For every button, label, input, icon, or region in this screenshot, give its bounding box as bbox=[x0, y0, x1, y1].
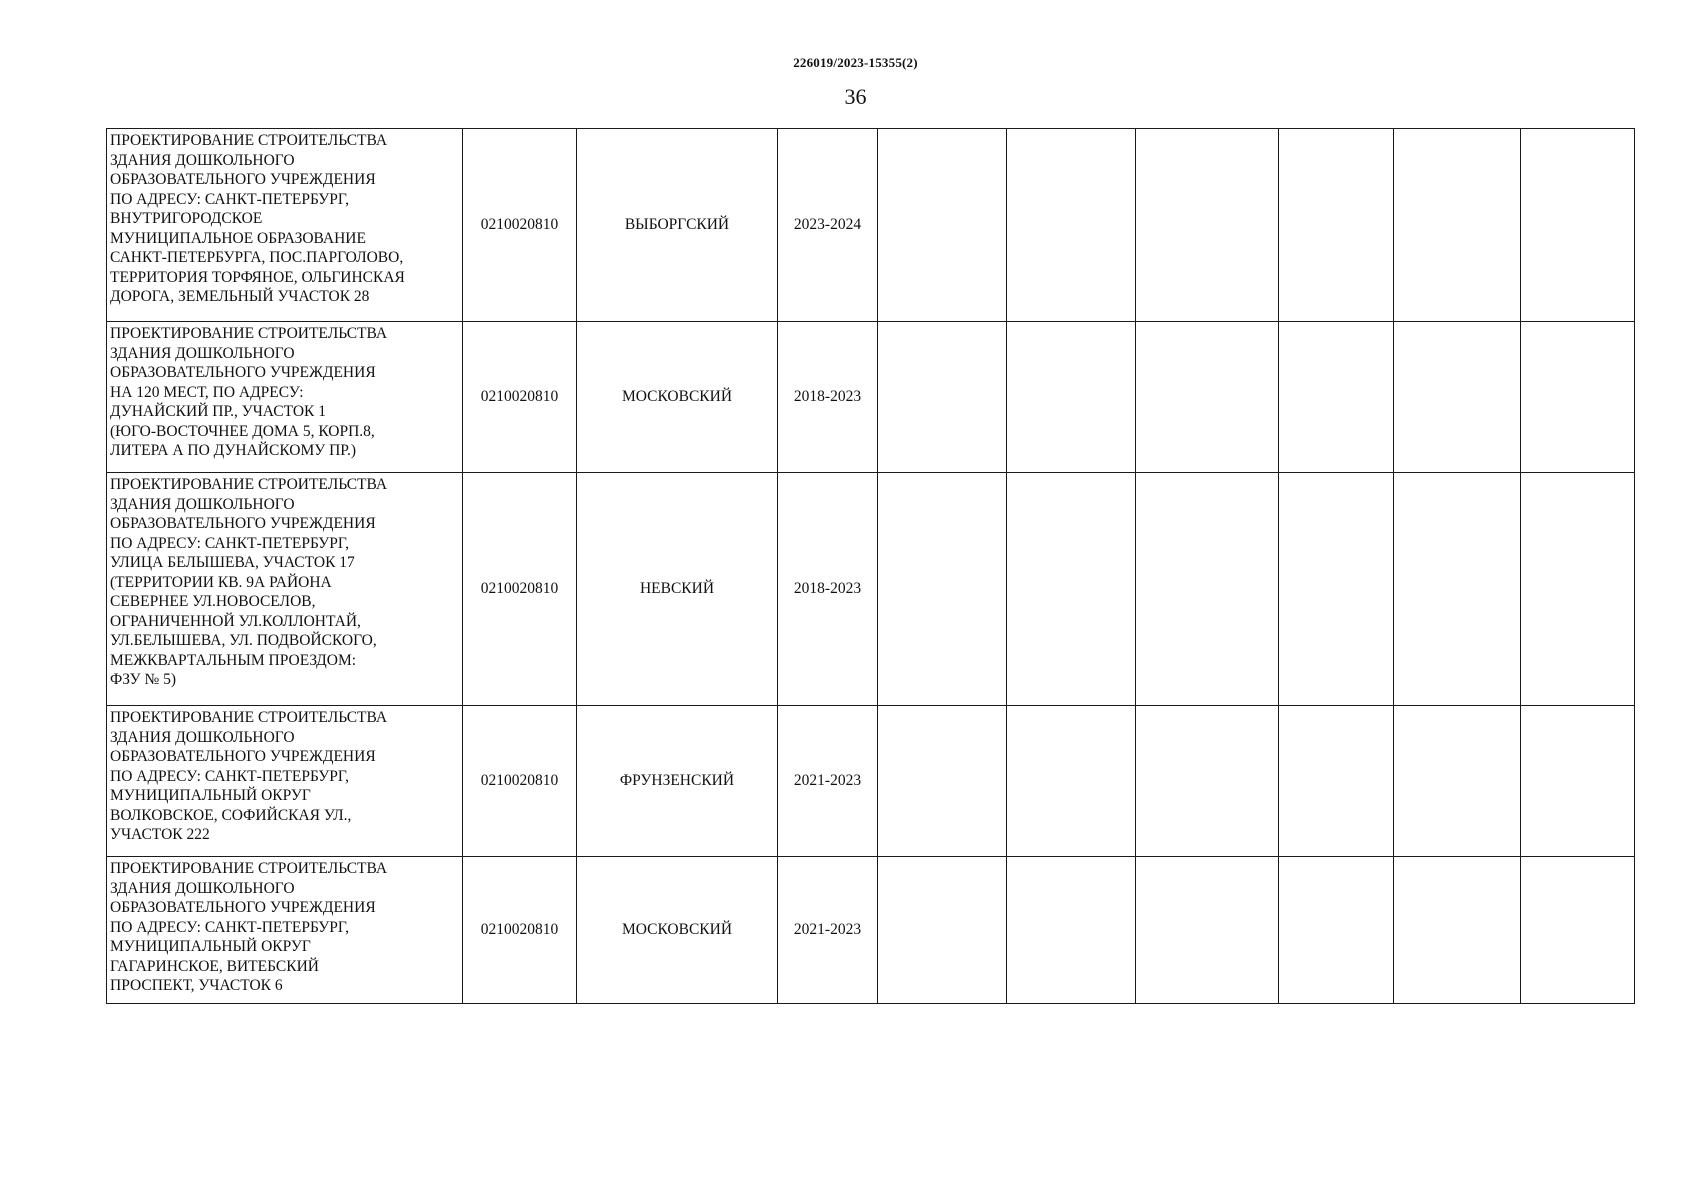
empty-cell bbox=[1279, 857, 1394, 1004]
project-name-cell: ПРОЕКТИРОВАНИЕ СТРОИТЕЛЬСТВА ЗДАНИЯ ДОШКОЛЬНОГО ОБРАЗОВАТЕЛЬНОГО УЧРЕЖДЕНИЯ ПО АДРЕСУ: САНКТ-ПЕТЕРБУРГ, МУНИЦИПАЛЬНЫЙ ОКРУГ ГАГАРИНСКОЕ, ВИТЕБСКИЙ ПРОСПЕКТ, УЧАСТОК 6 bbox=[107, 857, 463, 1004]
empty-cell bbox=[1394, 322, 1521, 473]
target-code-cell: 0210020810 bbox=[463, 706, 577, 857]
empty-cell bbox=[1007, 706, 1136, 857]
district-cell: ВЫБОРГСКИЙ bbox=[577, 129, 778, 322]
empty-cell bbox=[1007, 129, 1136, 322]
empty-cell bbox=[878, 129, 1007, 322]
empty-cell bbox=[1394, 473, 1521, 706]
empty-cell bbox=[1394, 129, 1521, 322]
table-row bbox=[107, 473, 1635, 706]
empty-cell bbox=[1007, 857, 1136, 1004]
target-code-cell: 0210020810 bbox=[463, 857, 577, 1004]
empty-cell bbox=[1521, 322, 1635, 473]
empty-cell bbox=[1394, 706, 1521, 857]
table-row bbox=[107, 706, 1635, 857]
empty-cell bbox=[1394, 857, 1521, 1004]
project-name-cell: ПРОЕКТИРОВАНИЕ СТРОИТЕЛЬСТВА ЗДАНИЯ ДОШКОЛЬНОГО ОБРАЗОВАТЕЛЬНОГО УЧРЕЖДЕНИЯ ПО АДРЕСУ: САНКТ-ПЕТЕРБУРГ, УЛИЦА БЕЛЫШЕВА, УЧАСТОК 17 (ТЕРРИТОРИИ КВ. 9А РАЙОНА СЕВЕРНЕЕ УЛ.НОВОСЕЛОВ, ОГРАНИЧЕННОЙ УЛ.КОЛЛОНТАЙ, УЛ.БЕЛЫШЕВА, УЛ. ПОДВОЙСКОГО, МЕЖКВАРТАЛЬНЫМ ПРОЕЗДОМ: ФЗУ № 5) bbox=[107, 473, 463, 706]
empty-cell bbox=[1279, 129, 1394, 322]
district-cell: НЕВСКИЙ bbox=[577, 473, 778, 706]
empty-cell bbox=[1521, 129, 1635, 322]
district-cell: МОСКОВСКИЙ bbox=[577, 857, 778, 1004]
period-cell: 2023-2024 bbox=[778, 129, 878, 322]
empty-cell bbox=[1279, 473, 1394, 706]
construction-projects-table bbox=[106, 128, 1635, 1004]
empty-cell bbox=[878, 322, 1007, 473]
empty-cell bbox=[1007, 322, 1136, 473]
empty-cell bbox=[1007, 473, 1136, 706]
empty-cell bbox=[1279, 322, 1394, 473]
table-row bbox=[107, 322, 1635, 473]
project-name-cell: ПРОЕКТИРОВАНИЕ СТРОИТЕЛЬСТВА ЗДАНИЯ ДОШКОЛЬНОГО ОБРАЗОВАТЕЛЬНОГО УЧРЕЖДЕНИЯ НА 120 МЕСТ, ПО АДРЕСУ: ДУНАЙСКИЙ ПР., УЧАСТОК 1 (ЮГО-ВОСТОЧНЕЕ ДОМА 5, КОРП.8, ЛИТЕРА А ПО ДУНАЙСКОМУ ПР.) bbox=[107, 322, 463, 473]
period-cell: 2018-2023 bbox=[778, 322, 878, 473]
project-name-cell: ПРОЕКТИРОВАНИЕ СТРОИТЕЛЬСТВА ЗДАНИЯ ДОШКОЛЬНОГО ОБРАЗОВАТЕЛЬНОГО УЧРЕЖДЕНИЯ ПО АДРЕСУ: САНКТ-ПЕТЕРБУРГ, ВНУТРИГОРОДСКОЕ МУНИЦИПАЛЬНОЕ ОБРАЗОВАНИЕ САНКТ-ПЕТЕРБУРГА, ПОС.ПАРГОЛОВО, ТЕРРИТОРИЯ ТОРФЯНОЕ, ОЛЬГИНСКАЯ ДОРОГА, ЗЕМЕЛЬНЫЙ УЧАСТОК 28 bbox=[107, 129, 463, 322]
target-code-cell: 0210020810 bbox=[463, 322, 577, 473]
empty-cell bbox=[1136, 129, 1279, 322]
empty-cell bbox=[1521, 706, 1635, 857]
empty-cell bbox=[1279, 706, 1394, 857]
page-number: 36 bbox=[844, 84, 867, 109]
document-number: 226019/2023-15355(2) bbox=[793, 55, 918, 70]
empty-cell bbox=[1521, 857, 1635, 1004]
empty-cell bbox=[878, 473, 1007, 706]
district-cell: ФРУНЗЕНСКИЙ bbox=[577, 706, 778, 857]
period-cell: 2018-2023 bbox=[778, 473, 878, 706]
period-cell: 2021-2023 bbox=[778, 706, 878, 857]
empty-cell bbox=[1136, 473, 1279, 706]
empty-cell bbox=[1136, 857, 1279, 1004]
table-row bbox=[107, 129, 1635, 322]
empty-cell bbox=[1136, 706, 1279, 857]
table-row bbox=[107, 857, 1635, 1004]
target-code-cell: 0210020810 bbox=[463, 129, 577, 322]
empty-cell bbox=[1136, 322, 1279, 473]
project-name-cell: ПРОЕКТИРОВАНИЕ СТРОИТЕЛЬСТВА ЗДАНИЯ ДОШКОЛЬНОГО ОБРАЗОВАТЕЛЬНОГО УЧРЕЖДЕНИЯ ПО АДРЕСУ: САНКТ-ПЕТЕРБУРГ, МУНИЦИПАЛЬНЫЙ ОКРУГ ВОЛКОВСКОЕ, СОФИЙСКАЯ УЛ., УЧАСТОК 222 bbox=[107, 706, 463, 857]
empty-cell bbox=[878, 706, 1007, 857]
target-code-cell: 0210020810 bbox=[463, 473, 577, 706]
empty-cell bbox=[878, 857, 1007, 1004]
district-cell: МОСКОВСКИЙ bbox=[577, 322, 778, 473]
period-cell: 2021-2023 bbox=[778, 857, 878, 1004]
empty-cell bbox=[1521, 473, 1635, 706]
